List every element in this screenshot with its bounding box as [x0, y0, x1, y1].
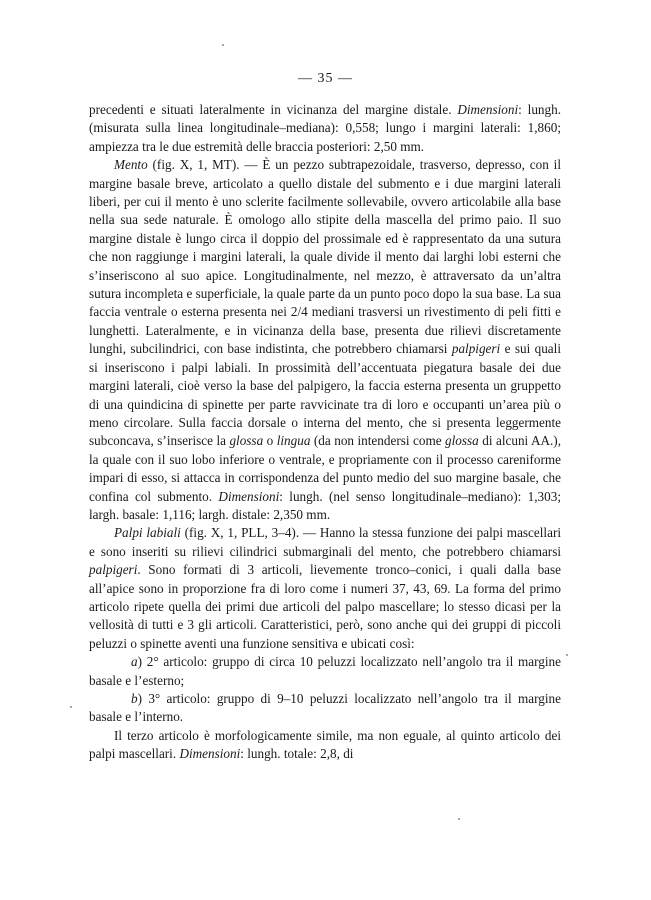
italic-term: b [131, 691, 138, 706]
paragraph-mento [89, 156, 561, 524]
text-run: Il terzo articolo è morfologicamente simile, ma non eguale, al quinto articolo dei palpi mascellari. [89, 727, 561, 762]
italic-term: palpigeri [451, 341, 501, 357]
text-run: . Sono formati di 3 articoli, lievemente tronco–conici, i quali dalla base all’apice sono in proporzione fra di loro come i numeri 37, 43, 69. La forma del primo articolo ripete quella dei primi due articoli del palpo mascellare; lo stesso dicasi per la vellosità di tutti e 3 gli articoli. Caratteristici, però, sono anche qui dei gruppi di piccoli peluzzi o spinette aventi una funzione sensitiva e ubicati così: [89, 562, 561, 651]
italic-term: glossa [229, 433, 264, 449]
italic-term: a [131, 654, 138, 670]
text-run: ) 3° articolo: gruppo di 9–10 peluzzi localizzato nell’angolo tra il margine basale e l’interno. [89, 691, 561, 725]
list-item-a [89, 653, 561, 690]
italic-term: palpigeri [89, 562, 138, 578]
text-run: precedenti e situati lateralmente in vicinanza del margine distale. [89, 102, 458, 117]
italic-term: Palpi labiali [114, 525, 181, 541]
text-run: : lungh. (nel senso longitudinale–mediano): 1,303; largh. basale: 1,116; largh. distale: 2,350 mm. [89, 488, 561, 522]
scan-speck [458, 818, 460, 820]
italic-term: glossa [445, 433, 479, 449]
scan-speck [566, 654, 568, 656]
text-run: e sui quali si inseriscono i palpi labiali. In prossimità dell’accentuata piegatura basale dei due margini laterali, cioè verso la base del palpigero, la faccia esterna presenta un gruppetto di una quindicina di spinette per parte ravvicinate tra di loro e occupanti un’area più o meno circolare. Sulla faccia dorsale o interna del mento, che si presenta leggermente subconcava, s’inserisce la [89, 341, 561, 449]
italic-term: Dimensioni [218, 488, 280, 504]
italic-term: lingua [276, 433, 311, 449]
scan-speck [70, 706, 72, 708]
text-run: (fig. X, 1, PLL, 3–4). — Hanno la stessa funzione dei palpi mascellari e sono inseriti su rilievi cilindrici submarginali del mento, che potrebbero chiamarsi [89, 525, 561, 559]
italic-term: Dimensioni [179, 746, 241, 762]
text-run: di alcuni AA.), la quale con il suo lobo inferiore o ventrale, e propriamente con il processo careniforme impari di esso, si attacca in corrispondenza del punto medio del suo margine basale, che confina col submento. [89, 433, 561, 504]
text-run: ) 2° articolo: gruppo di circa 10 peluzzi localizzato nell’angolo tra il margine basale e l’esterno; [89, 654, 561, 688]
page-number: — 35 — [298, 71, 353, 86]
text-run: o [263, 433, 277, 449]
text-run: : lungh. (misurata sulla linea longitudinale–mediana): 0,558; lungo i margini laterali: 1,860; ampiezza tra le due estremità delle braccia posteriori: 2,50 mm. [89, 102, 561, 154]
body-text [89, 101, 561, 764]
text-run: : lungh. totale: 2,8, di [240, 746, 354, 762]
list-item-b [89, 690, 561, 727]
paragraph-terzo-articolo [89, 727, 561, 764]
scan-speck [222, 44, 224, 46]
paragraph-palpi-labiali [89, 524, 561, 653]
text-run: (fig. X, 1, MT). — È un pezzo subtrapezoidale, trasverso, depresso, con il margine basale breve, articolato a quello distale del submento e i due margini laterali liberi, per cui il mento è uno sclerite facilmente sollevabile, ovvero articolabile alla base nella sua sede naturale. È omologo allo stipite della mascella del primo paio. Il suo margine distale è lungo circa il doppio del prossimale ed è rappresentato da una sutura che non raggiunge i margini laterali, la quale divide il mento dai larghi lobi esterni che s’inseriscono al suo apice. Longitudinalmente, nel mezzo, è attraversato da un’altra sutura incompleta e superficiale, la quale parte da un punto poco dopo la sua base. La sua faccia ventrale o esterna presenta nei 2/4 mediani trasversi un rivestimento di peli fitti e lunghetti. Lateralmente, e in vicinanza della base, presenta due rilievi discretamente lunghi, subcilindrici, con base indistinta, che potrebbero chiamarsi [89, 157, 561, 357]
paragraph-dimensions-intro [89, 101, 561, 156]
text-run: (da non intendersi come [310, 433, 446, 449]
italic-term: Dimensioni [457, 102, 519, 117]
italic-term: Mento [114, 157, 148, 173]
